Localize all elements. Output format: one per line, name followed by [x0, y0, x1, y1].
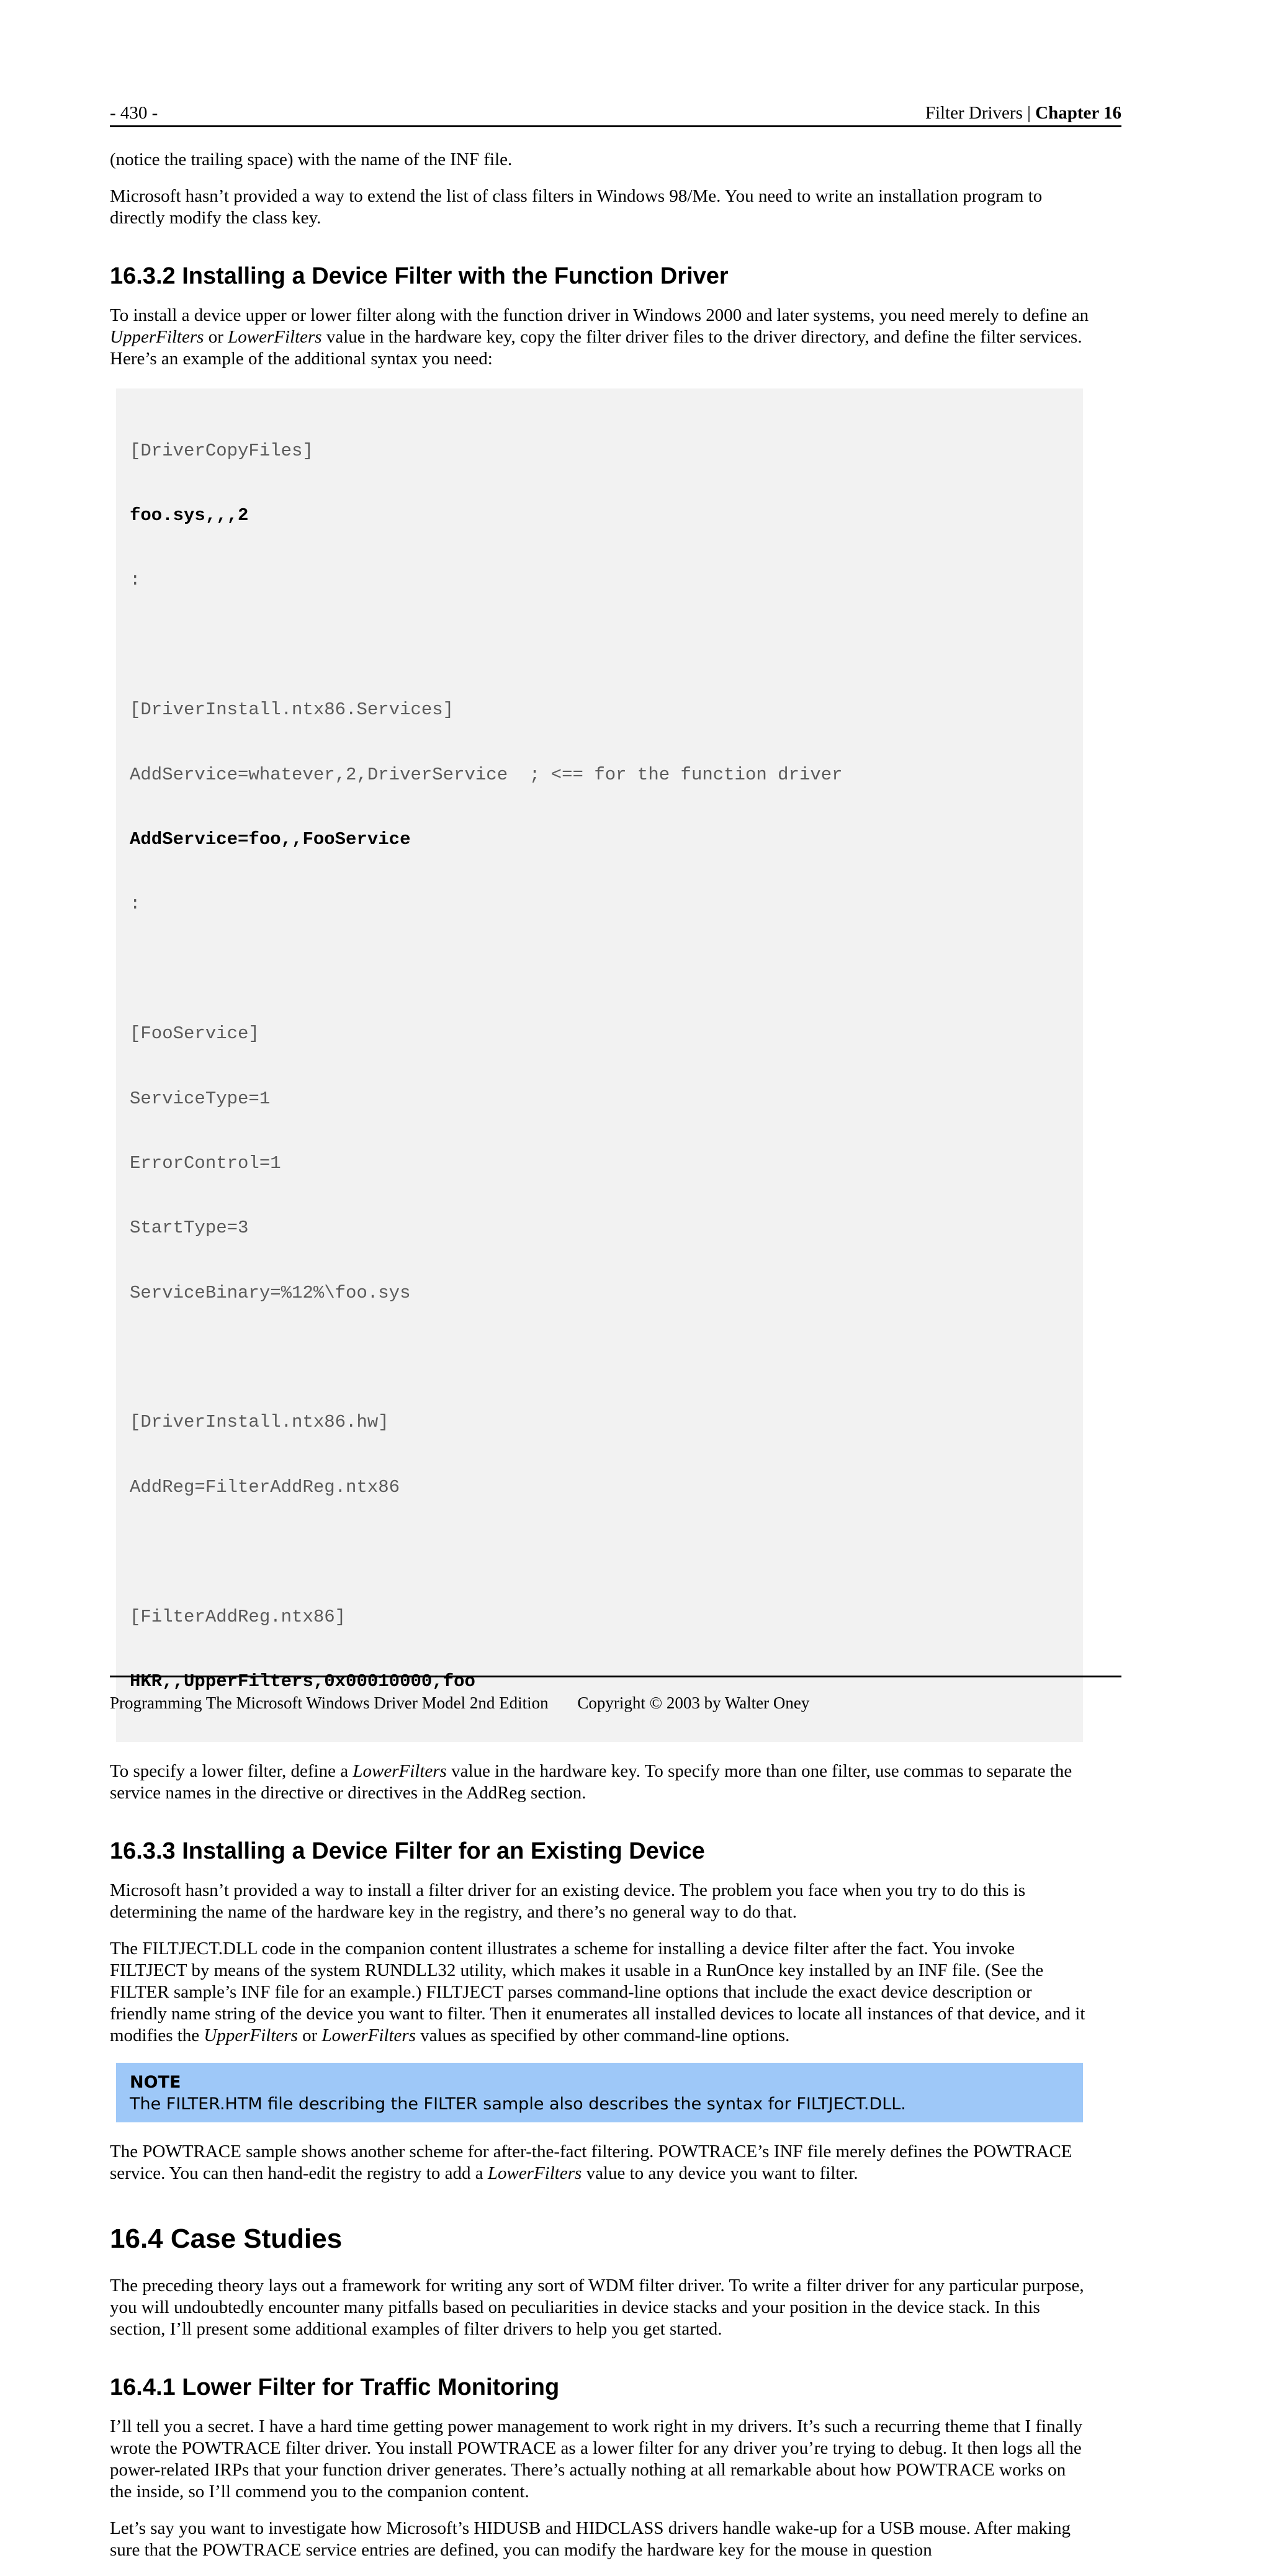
term-lowerfilters: LowerFilters	[353, 1761, 447, 1782]
note-box	[116, 2063, 1083, 2122]
section-heading-16-3-2: 16.3.2 Installing a Device Filter with the Function Driver	[110, 263, 729, 289]
paragraph: Let’s say you want to investigate how Microsoft’s HIDUSB and HIDCLASS drivers handle wake-up for a USB mouse. After making sure that the POWTRACE service entries are defined, you can modify the hardware key for the mouse in question	[110, 2518, 1071, 2560]
code-line: [FooService]	[130, 1023, 259, 1044]
note-title: NOTE	[130, 2073, 181, 2093]
paragraph: The preceding theory lays out a framework for writing any sort of WDM filter driver. To write a filter driver for any particular purpose, you will undoubtedly encounter many pitfalls based on peculiarities in device stacks and your position in the device stack. In this section, I’ll present some additional examples of filter drivers to help you get started.	[110, 2276, 1084, 2340]
code-line: [FilterAddReg.ntx86]	[130, 1606, 346, 1627]
code-line: ServiceType=1	[130, 1088, 271, 1109]
code-line	[130, 959, 1083, 981]
code-line	[130, 635, 1083, 657]
term-upperfilters: UpperFilters	[110, 327, 204, 347]
paragraph: The POWTRACE sample shows another scheme for after-the-fact filtering. POWTRACE’s INF file merely defines the POWTRACE service. You can then hand-edit the registry to add a LowerFilters value to any device you want to filter.	[110, 2142, 1072, 2184]
code-line: foo.sys,,,2	[130, 505, 249, 526]
page-body	[110, 149, 1090, 2576]
footer-book-title: Programming The Microsoft Windows Driver Model 2nd Edition	[110, 1694, 549, 1712]
section-heading-16-4: 16.4 Case Studies	[110, 2224, 343, 2255]
paragraph: Microsoft hasn’t provided a way to extend the list of class filters in Windows 98/Me. You need to write an installation program to directly modify the class key.	[110, 186, 1043, 228]
code-line: HKR,,UpperFilters,0x00010000,foo	[130, 1671, 475, 1692]
running-header	[110, 101, 1121, 127]
page-number: - 430 -	[110, 103, 158, 123]
inf-code-block	[116, 388, 1083, 1742]
code-line	[130, 1542, 1083, 1563]
code-line: [DriverInstall.ntx86.Services]	[130, 699, 454, 720]
term-lowerfilters: LowerFilters	[321, 2026, 416, 2046]
term-lowerfilters: LowerFilters	[228, 327, 322, 347]
chapter-label	[925, 103, 1121, 123]
code-line	[130, 1347, 1083, 1369]
paragraph: To install a device upper or lower filter along with the function driver in Windows 2000 and later systems, you need merely to define an UpperFilters or LowerFilters value in the hardware key, copy the filter driver files to the driver directory, and define the filter services. Here’s an example of the additional syntax you need:	[110, 305, 1089, 369]
code-line: :	[130, 894, 141, 915]
footer-copyright: Copyright © 2003 by Walter Oney	[577, 1694, 810, 1712]
code-line: :	[130, 570, 141, 591]
code-line: AddService=whatever,2,DriverService ; <== for the function driver	[130, 764, 843, 785]
paragraph: I’ll tell you a secret. I have a hard time getting power management to work right in my drivers. It’s such a recurring theme that I finally wrote the POWTRACE filter driver. You install POWTRACE as a lower filter for any driver you’re trying to debug. It then logs all the power-related IRPs that your function driver generates. There’s actually nothing at all remarkable about how POWTRACE works on the inside, so I’ll commend you to the companion content.	[110, 2417, 1083, 2502]
paragraph: Microsoft hasn’t provided a way to install a filter driver for an existing device. The problem you face when you try to do this is determining the name of the hardware key in the registry, and there’s no general way to do that.	[110, 1880, 1026, 1923]
page-footer	[110, 1676, 1121, 1713]
paragraph: The FILTJECT.DLL code in the companion content illustrates a scheme for installing a device filter after the fact. You invoke FILTJECT by means of the system RUNDLL32 utility, which makes it usable in a RunOnce key installed by an INF file. (See the FILTER sample’s INF file for an example.) FILTJECT parses command-line options that include the exact device description or friendly name string of the device you want to filter. Then it enumerates all installed devices to locate all instances of that device, and it modifies the UpperFilters or LowerFilters values as specified by other command-line options.	[110, 1939, 1085, 2046]
code-line: [DriverInstall.ntx86.hw]	[130, 1412, 389, 1433]
code-line: ServiceBinary=%12%\foo.sys	[130, 1282, 411, 1303]
chapter-number: Chapter 16	[1035, 103, 1121, 123]
code-line: StartType=3	[130, 1218, 249, 1239]
term-upperfilters: UpperFilters	[204, 2026, 298, 2046]
code-line: AddService=foo,,FooService	[130, 828, 411, 850]
term-lowerfilters: LowerFilters	[487, 2163, 582, 2184]
code-line: [DriverCopyFiles]	[130, 440, 313, 461]
paragraph: To specify a lower filter, define a LowerFilters value in the hardware key. To specify more than one filter, use commas to separate the service names in the directive or directives in the AddReg section.	[110, 1761, 1072, 1803]
code-line: AddReg=FilterAddReg.ntx86	[130, 1476, 400, 1497]
section-heading-16-4-1: 16.4.1 Lower Filter for Traffic Monitoring	[110, 2374, 560, 2401]
chapter-prefix: Filter Drivers |	[925, 103, 1036, 123]
paragraph: (notice the trailing space) with the name of the INF file.	[110, 150, 513, 169]
note-text: The FILTER.HTM file describing the FILTER sample also describes the syntax for FILTJECT.DLL.	[130, 2094, 906, 2114]
code-line: ErrorControl=1	[130, 1152, 281, 1174]
section-heading-16-3-3: 16.3.3 Installing a Device Filter for an Existing Device	[110, 1838, 705, 1865]
